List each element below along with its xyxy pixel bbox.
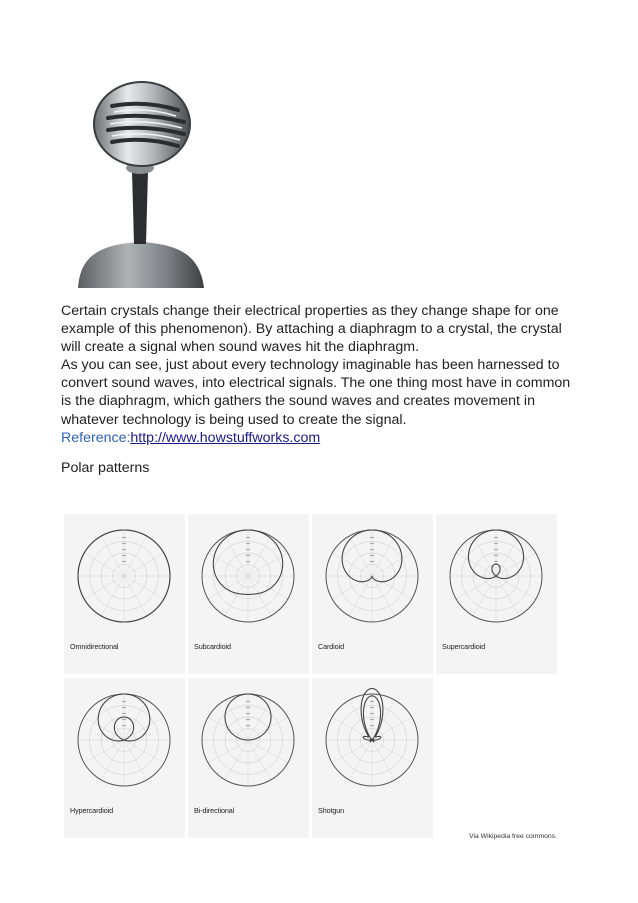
grid-tick-label <box>246 561 250 562</box>
grid-tick-label <box>370 537 374 538</box>
pattern-label-omnidirectional: Omnidirectional <box>70 642 119 651</box>
grid-tick-label <box>370 725 374 726</box>
grid-tick-label <box>370 555 374 556</box>
paragraph-2: As you can see, just about every technology imaginable has been harnessed to convert sound waves, into electrical signals. The one thing most have in common is the diaphragm, which gathers the sound waves and creates movement in whatever technology is being used to create the signal. <box>61 357 571 428</box>
pattern-cell-hypercardioid <box>64 678 185 838</box>
grid-tick-label <box>494 543 498 544</box>
grid-tick-label <box>122 707 126 708</box>
paragraph-1: Certain crystals change their electrical properties as they change shape for one example of this phenomenon). By attaching a diaphragm to a crystal, the crystal will create a signal when sound waves hit the diaphragm. <box>61 303 562 356</box>
pattern-cell-cardioid <box>312 514 433 674</box>
microphone-image <box>60 76 220 288</box>
pattern-cell-bi-directional <box>188 678 309 838</box>
grid-tick-label <box>246 719 250 720</box>
grid-tick-label <box>246 707 250 708</box>
grid-tick-label <box>122 725 126 726</box>
body-text <box>61 302 581 429</box>
grid-tick-label <box>370 713 374 714</box>
polar-patterns-figure <box>62 508 559 840</box>
grid-tick-label <box>122 555 126 556</box>
grid-tick-label <box>370 701 374 702</box>
grid-tick-label <box>246 549 250 550</box>
grid-tick-label <box>122 537 126 538</box>
pattern-cell-supercardioid <box>436 514 557 674</box>
reference-line <box>61 430 320 446</box>
pattern-cell-omnidirectional <box>64 514 185 674</box>
grid-tick-label <box>370 561 374 562</box>
grid-tick-label <box>122 701 126 702</box>
image-credit: Via Wikipedia free commons. <box>469 833 557 840</box>
grid-tick-label <box>370 543 374 544</box>
grid-tick-label <box>122 719 126 720</box>
grid-tick-label <box>494 549 498 550</box>
grid-tick-label <box>370 549 374 550</box>
grid-tick-label <box>370 719 374 720</box>
grid-tick-label <box>122 713 126 714</box>
grid-tick-label <box>246 713 250 714</box>
pattern-label-cardioid: Cardioid <box>318 642 344 651</box>
grid-tick-label <box>494 555 498 556</box>
pattern-cell-shotgun <box>312 678 433 838</box>
pattern-label-bi-directional: Bi-directional <box>194 806 235 815</box>
grid-tick-label <box>246 701 250 702</box>
pattern-label-hypercardioid: Hypercardioid <box>70 806 114 815</box>
grid-tick-label <box>246 555 250 556</box>
pattern-label-shotgun: Shotgun <box>318 806 345 815</box>
reference-label: Reference: <box>61 430 131 446</box>
grid-tick-label <box>494 537 498 538</box>
grid-tick-label <box>370 707 374 708</box>
pattern-label-subcardioid: Subcardioid <box>194 642 231 651</box>
pattern-label-supercardioid: Supercardioid <box>442 642 486 651</box>
grid-tick-label <box>122 561 126 562</box>
grid-tick-label <box>122 549 126 550</box>
grid-tick-label <box>246 543 250 544</box>
reference-link[interactable]: http://www.howstuffworks.com <box>130 430 321 446</box>
grid-tick-label <box>494 561 498 562</box>
grid-tick-label <box>122 543 126 544</box>
pattern-cell-subcardioid <box>188 514 309 674</box>
grid-tick-label <box>246 537 250 538</box>
section-heading: Polar patterns <box>61 460 150 476</box>
grid-tick-label <box>246 725 250 726</box>
